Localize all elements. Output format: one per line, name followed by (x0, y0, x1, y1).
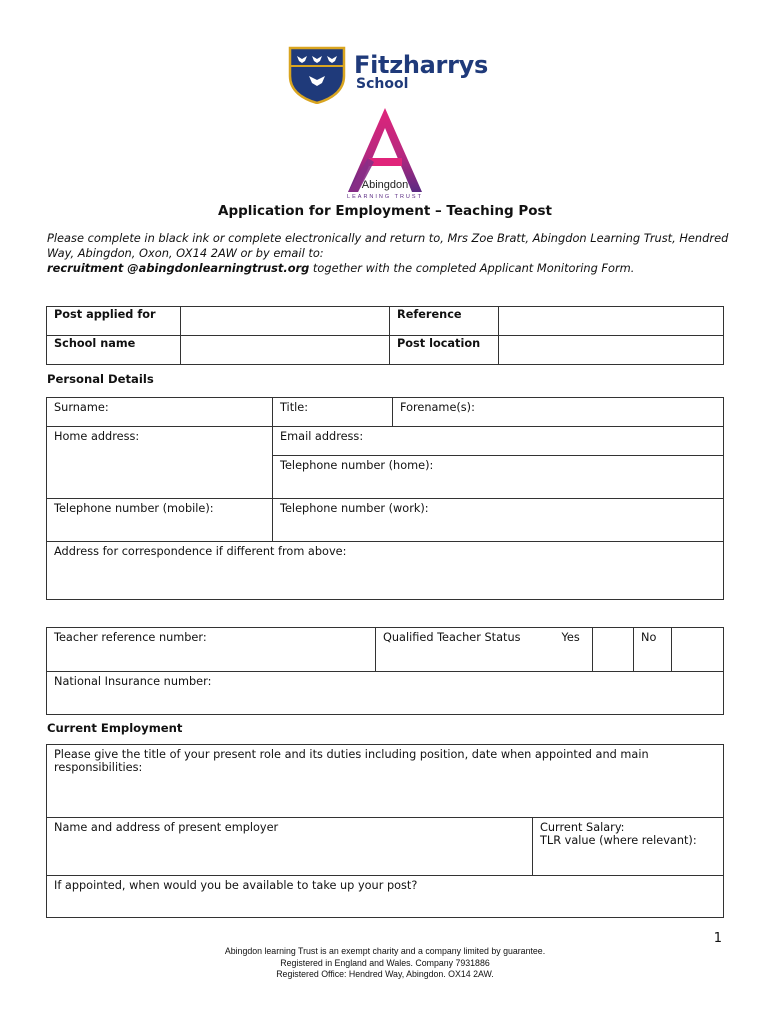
title-field[interactable]: Title: (273, 398, 393, 427)
intro-line2: together with the completed Applicant Monitoring Form. (309, 261, 635, 275)
trust-logo-sub: LEARNING TRUST (347, 194, 423, 200)
school-logo-sub: School (356, 76, 409, 92)
footer-line1: Abingdon learning Trust is an exempt charity and a company limited by guarantee. (224, 946, 546, 956)
footer-line3: Registered Office: Hendred Way, Abingdon. OX14 2AW. (276, 969, 494, 979)
qts-yes-label: Yes (562, 628, 593, 672)
footer-line2: Registered in England and Wales. Company 7931886 (280, 957, 490, 968)
current-employment-table (46, 744, 724, 918)
trust-logo-name: Abingdon (361, 179, 409, 191)
current-salary-label: Current Salary: (540, 821, 625, 834)
tel-home-field[interactable]: Telephone number (home): (273, 456, 724, 499)
qts-label: Qualified Teacher Status (376, 628, 562, 672)
reference-label: Reference (390, 307, 499, 336)
school-name-field[interactable] (181, 336, 390, 365)
qts-yes-checkbox[interactable] (593, 628, 634, 672)
salary-field[interactable] (533, 818, 724, 876)
present-role-field[interactable]: Please give the title of your present role and its duties including position, date when appointed and main responsibilities: (47, 745, 724, 818)
school-logo (287, 46, 492, 104)
current-employment-heading: Current Employment (47, 721, 183, 735)
post-location-label: Post location (390, 336, 499, 365)
post-applied-for-label: Post applied for (47, 307, 181, 336)
intro-line1: Please complete in black ink or complete electronically and return to, Mrs Zoe Bratt, Abingdon Learning Trust, Hendred Way, Abingdon, Oxon, OX14 2AW or by email to: (47, 231, 729, 260)
ni-number-field[interactable]: National Insurance number: (47, 672, 724, 715)
forenames-field[interactable]: Forename(s): (393, 398, 724, 427)
post-applied-for-field[interactable] (181, 307, 390, 336)
personal-details-table (46, 397, 724, 600)
qts-no-checkbox[interactable] (671, 628, 708, 671)
teacher-ref-field[interactable]: Teacher reference number: (47, 628, 376, 672)
surname-field[interactable]: Surname: (47, 398, 273, 427)
post-table (46, 306, 724, 365)
correspondence-address-field[interactable]: Address for correspondence if different from above: (47, 542, 724, 600)
availability-field[interactable]: If appointed, when would you be available to take up your post? (47, 876, 724, 918)
intro-text (47, 231, 737, 276)
school-crest-icon (287, 46, 347, 104)
tel-work-field[interactable]: Telephone number (work): (273, 499, 724, 542)
recruitment-email-link[interactable]: recruitment @abingdonlearningtrust.org (47, 261, 310, 275)
qts-no-label: No (634, 628, 669, 672)
tlr-value-label: TLR value (where relevant): (540, 834, 697, 847)
page-title: Application for Employment – Teaching Post (218, 203, 552, 219)
personal-details-heading: Personal Details (47, 372, 154, 386)
post-location-field[interactable] (499, 336, 724, 365)
school-name-label: School name (47, 336, 181, 365)
email-address-field[interactable]: Email address: (273, 427, 724, 456)
tel-mobile-field[interactable]: Telephone number (mobile): (47, 499, 273, 542)
footer (0, 946, 770, 981)
teacher-reference-table (46, 627, 724, 715)
present-employer-field[interactable]: Name and address of present employer (47, 818, 533, 876)
page-number: 1 (713, 931, 722, 946)
school-logo-name: Fitzharrys (354, 51, 488, 79)
home-address-field[interactable]: Home address: (47, 427, 273, 499)
reference-field[interactable] (499, 307, 724, 336)
trust-logo (340, 106, 430, 202)
